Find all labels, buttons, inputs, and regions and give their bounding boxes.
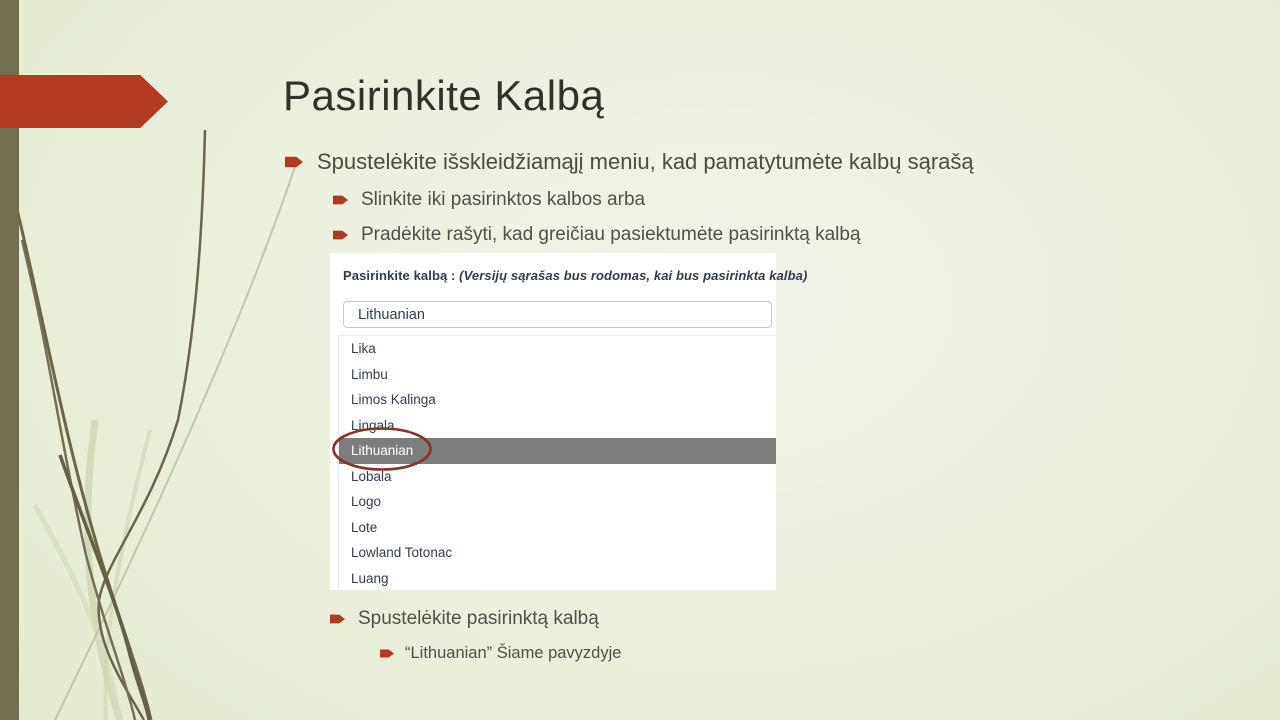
label-italic: (Versijų sąrašas bus rodomas, kai bus pasirinkta kalba) [459,268,808,283]
bullet-line-2 [333,189,645,211]
arrow-bullet-icon [330,614,345,625]
language-option-label: Lithuanian [351,443,414,459]
language-option[interactable] [339,438,776,464]
arrow-bullet-icon [285,156,303,169]
language-option-label: Lowland Totonac [351,545,453,561]
language-option-label: Lingala [351,417,395,433]
arrow-bullet-icon [380,649,394,659]
language-option-label: Lobala [351,468,392,484]
language-option[interactable] [339,387,776,413]
bullet-text: Spustelėkite pasirinktą kalbą [358,608,599,629]
language-option[interactable] [339,489,776,515]
bullet-line-3 [333,224,861,246]
language-option[interactable] [339,566,776,592]
language-picker-label [343,268,807,283]
language-listbox [338,335,776,590]
bullet-line-5 [380,644,621,663]
language-option[interactable] [339,413,776,439]
language-option-label: Lote [351,519,378,535]
bullet-text: Spustelėkite išskleidžiamąjį meniu, kad pamatytumėte kalbų sąrašą [317,149,974,174]
bullet-text: “Lithuanian” Šiame pavyzdyje [405,644,622,662]
language-option-label: Limbu [351,366,388,382]
language-option[interactable] [339,336,776,362]
language-option[interactable] [339,362,776,388]
language-option-label: Limos Kalinga [351,392,436,408]
bullet-line-1 [285,149,974,175]
bullet-text: Pradėkite rašyti, kad greičiau pasiektumėte pasirinktą kalbą [361,224,861,245]
title-arrow-banner [0,75,168,128]
language-select-input[interactable] [343,301,772,328]
slide-title [283,72,604,120]
language-option[interactable] [339,515,776,541]
arrow-bullet-icon [333,230,348,241]
language-option[interactable] [339,464,776,490]
label-bold: Pasirinkite kalbą : [343,268,456,283]
language-option[interactable] [339,540,776,566]
language-option-label: Logo [351,494,382,510]
language-option-label: Luang [351,570,389,586]
bullet-text: Slinkite iki pasirinktos kalbos arba [361,189,646,210]
arrow-bullet-icon [333,195,348,206]
bullet-line-4 [330,608,599,630]
slide-title-text: Pasirinkite Kalbą [283,72,605,119]
selected-language-value: Lithuanian [358,306,425,323]
language-option-label: Lika [351,341,376,357]
language-picker-screenshot [330,253,808,590]
